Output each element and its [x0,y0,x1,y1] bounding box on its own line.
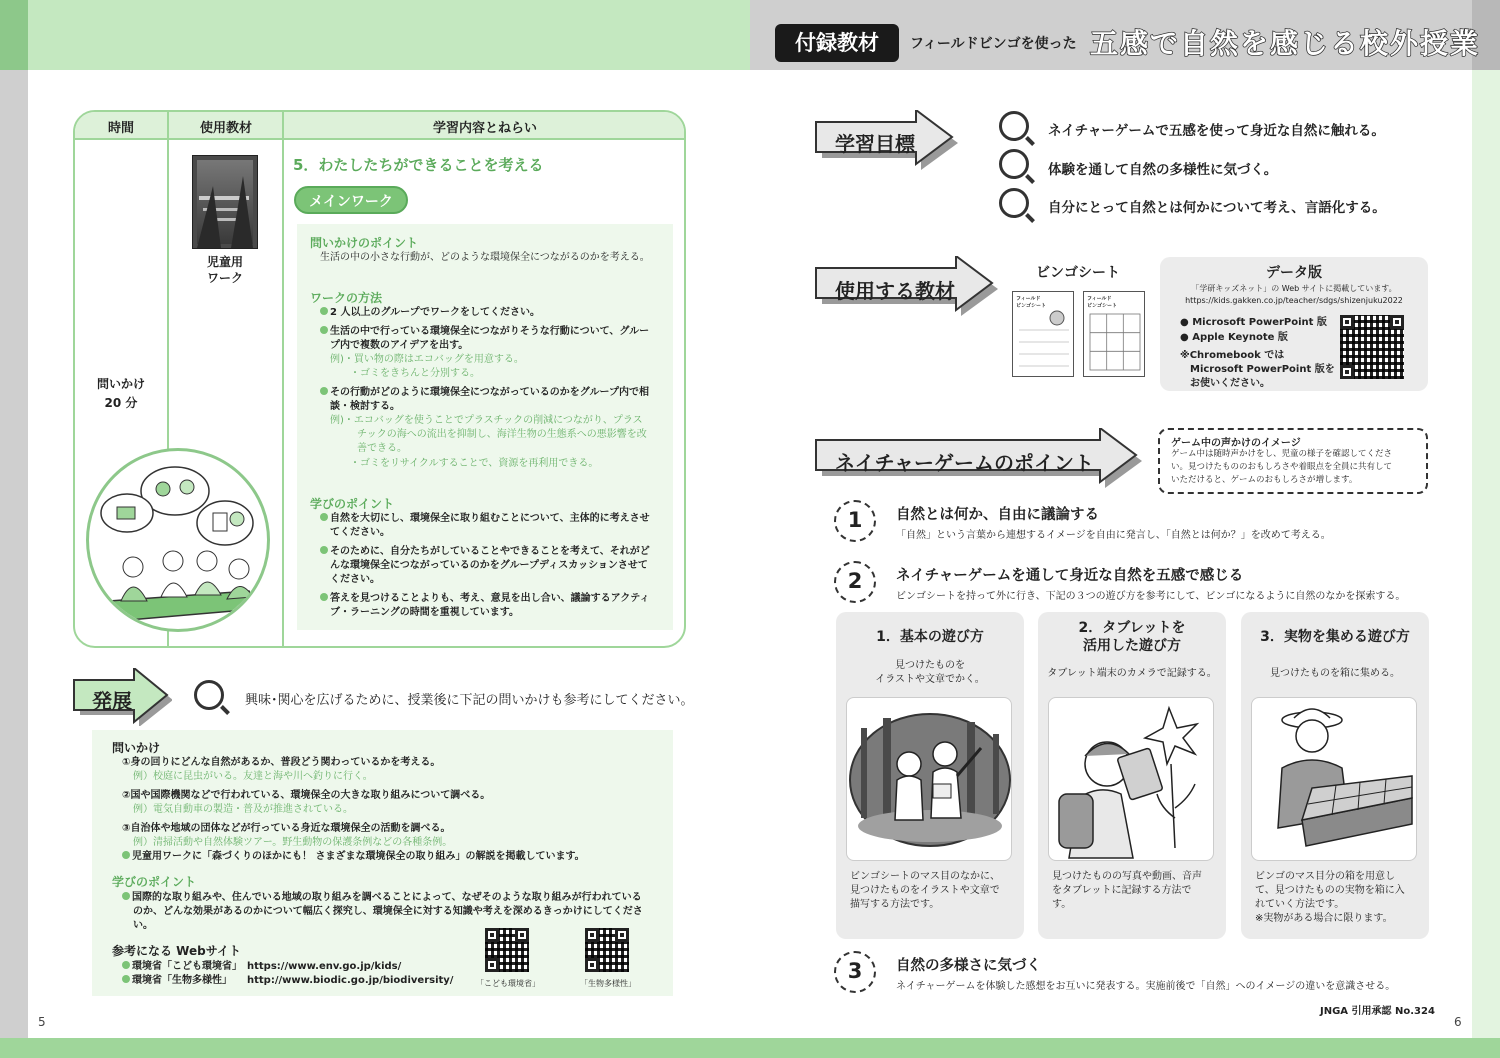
data-version-url[interactable]: https://kids.gakken.co.jp/teacher/sdgs/shizenjuku2022 [1185,296,1403,305]
data-version-title: データ版 [1266,265,1322,281]
collection-box-illustration [1251,697,1417,861]
voice-hint-text: いただけると、ゲームのおもしろさが増します。 [1171,475,1358,485]
method-item: 2 人以上のグループでワークをしてください。 [320,306,540,320]
learning-item-cont: んな環境保全につながっているのかをグループディスカッションさせて [330,560,648,571]
col-content: 学習内容とねらい [432,121,537,136]
card-footnote: ビンゴのマス目分の箱を用意し て、見つけたものの実物を箱に入 れていく方法です。 ※実物がある場合に限ります。 [1255,871,1405,924]
table-divider [282,112,284,646]
question-point-heading: 問いかけのポイント [310,236,419,250]
learning-item: 自然を大切にし、環境保全に取り組むことについて、主体的に考えさせ [320,512,650,526]
chromebook-note: ※Chromebook では [1180,350,1285,361]
time-label: 問いかけ [96,377,145,391]
point-number: 3 [834,951,876,993]
web-url-1[interactable]: https://www.env.go.jp/kids/ [247,961,402,972]
develop-question: ③自治体や地域の団体などが行っている身近な環境保全の活動を調べる。 [122,823,451,834]
page-number-left: 5 [38,1015,46,1029]
method-heading: ワークの方法 [310,291,383,305]
chromebook-note: お使いください。 [1190,378,1270,389]
point-number: 1 [834,500,876,542]
develop-label: 発展 [92,689,132,713]
develop-learning-heading: 学びのポイント [112,875,197,889]
goal-item: 自分にとって自然とは何かについて考え、言語化する。 [1048,200,1386,216]
develop-note: 児童用ワークに「森づくりのほかにも！ さまざまな環境保全の取り組み」の解説を掲載しています。 [122,850,585,864]
header-subtitle: フィールドビンゴを使った [910,36,1077,52]
appendix-tag: 付録教材 [775,24,899,62]
header-left-strip [0,0,28,70]
point-title: 自然とは何か、自由に議論する [896,507,1099,523]
point-desc: ネイチャーゲームを体験した感想をお互いに発表する。実施前後で「自然」へのイメージの違いを意識させる。 [896,981,1396,992]
method-item-cont: プ内で複数のアイデアを出す。 [330,340,469,351]
play-style-card [836,612,1024,939]
qr-label-kids: 「こども環境省」 [476,979,540,988]
data-version-note: 「学研キッズネット」の Web サイトに掲載しています。 [1191,284,1397,293]
web-heading: 参考になる Webサイト [112,944,241,958]
magnifier-icon [999,149,1029,179]
card-desc: 見つけたものを箱に集める。 [1270,668,1400,679]
forest-kids-illustration [846,697,1012,861]
develop-example: 例）清掃活動や自然体験ツアー。野生動物の保護条例などの各種条例。 [133,837,453,848]
develop-question: ①身の回りにどんな自然があるか、普段どう関わっているかを考える。 [122,757,441,768]
time-value: 20 分 [104,396,138,410]
qr-code-biodiversity[interactable] [585,928,629,972]
footer-band [0,1038,1500,1058]
develop-learning-text: 国際的な取り組みや、住んでいる地域の取り組みを調べることによって、なぜそのような取り組みが行われている [122,891,642,905]
method-item: その行動がどのように環境保全につながっているのかをグループ内で相 [320,386,649,400]
magnifier-icon [194,680,224,710]
bingo-sheet-preview: フィールド ビンゴシート [1012,291,1074,377]
develop-learning-cont: のか、どんな効果があるのかについて幅広く探究し、環境保全に対する知識や考えを深めるきっかけにしてくださ [133,906,643,917]
point-title: ネイチャーゲームを通して身近な自然を五感で感じる [896,568,1244,584]
point-title: 自然の多様さに気づく [896,958,1041,974]
format-powerpoint: ● Microsoft PowerPoint 版 [1180,317,1327,328]
card-desc: タブレット端末のカメラで記録する。 [1047,668,1217,679]
web-url-2[interactable]: http://www.biodic.go.jp/biodiversity/ [247,975,454,986]
method-example: チックの海への流出を抑制し、海洋生物の生態系への悪影響を改 [357,429,647,440]
develop-learning-cont: い。 [133,920,153,931]
method-example: 例)・買い物の際はエコバッグを用意する。 [330,354,524,365]
bingo-sheet-title: ビンゴシート [1036,265,1120,281]
card-title: 活用した遊び方 [1083,638,1181,654]
develop-example: 例）電気自動車の製造・普及が推進されている。 [133,804,353,815]
learning-item: そのために、自分たちがしていることやできることを考えて、それがど [320,545,650,559]
learning-item-cont: てください。 [330,527,390,538]
web-link-2: 環境省「生物多様性」 [122,974,232,988]
method-example: ・ゴミをリサイクルすることで、資源を再利用できる。 [350,458,599,469]
points-label: ネイチャーゲームのポイント [835,451,1094,475]
learning-item-cont: ブ・ラーニングの時間を重視しています。 [330,607,519,618]
page-title: 五感で自然を感じる校外授業 [1090,27,1481,60]
right-margin-strip [1472,70,1500,1038]
point-number: 2 [834,561,876,603]
develop-intro: 興味･関心を広げるために、授業後に下記の問いかけも参考にしてください。 [245,693,694,708]
material-label-2: ワーク [206,271,243,285]
goal-item: ネイチャーゲームで五感を使って身近な自然に触れる。 [1048,123,1385,139]
card-footnote: 見つけたものの写真や動画、音声 をタブレットに記録する方法で す。 [1052,871,1202,910]
learning-item: 答えを見つけることよりも、考え、意見を出し合い、議論するアクティ [320,592,650,606]
col-time: 時間 [107,121,134,136]
workbook-cover [192,155,258,249]
material-label-1: 児童用 [206,255,243,269]
format-keynote: ● Apple Keynote 版 [1180,332,1288,343]
develop-example: 例）校庭に昆虫がいる。友達と海や川へ釣りに行く。 [133,771,373,782]
qr-label-biodiversity: 「生物多様性」 [580,979,636,988]
voice-hint-heading: ゲーム中の声かけのイメージ [1171,438,1301,449]
point-desc: 「自然」という言葉から連想するイメージを自由に発言し、「自然とは何か？」を改めて考える。 [896,530,1331,541]
col-material: 使用教材 [199,121,252,136]
tablet-kid-illustration [1048,697,1214,861]
page-number-right: 6 [1454,1015,1462,1029]
card-footnote: ビンゴシートのマス目のなかに、 見つけたものをイラストや文章で 描写する方法です。 [850,871,1000,910]
qr-code-kids[interactable] [485,928,529,972]
method-item-cont: 談・検討する。 [330,401,400,412]
develop-question-heading: 問いかけ [112,741,161,755]
web-link-1: 環境省「こども環境省」 [122,960,242,974]
card-title: 3．実物を集める遊び方 [1260,629,1410,645]
point-desc: ビンゴシートを持って外に行き、下記の３つの遊び方を参考にして、ビンゴになるように自然のなかを探索する。 [896,591,1406,602]
method-example: ・ゴミをきちんと分別する。 [350,368,480,379]
develop-question: ②国や国際機関などで行われている、環境保全の大きな取り組みについて調べる。 [122,790,491,801]
goals-label: 学習目標 [835,132,915,156]
voice-hint-text: い。見つけたもののおもしろさや着眼点を全員に共有して [1171,462,1393,472]
qr-code-data[interactable] [1340,315,1404,379]
header-left-band [0,0,750,70]
main-work-badge: メインワーク [294,186,408,214]
question-point-body: 生活の中の小さな行動が、どのような環境保全につながるのかを考える。 [320,252,650,263]
voice-hint-text: ゲーム中は随時声かけをし、児童の様子を確認してくださ [1171,449,1393,459]
left-margin-strip [0,70,28,1038]
play-style-card [1038,612,1226,939]
goal-item: 体験を通して自然の多様性に気づく。 [1048,162,1278,178]
discussion-illustration [86,448,270,632]
section-title: 5．わたしたちができることを考える [293,156,544,174]
learning-point-heading: 学びのポイント [310,497,395,511]
materials-label: 使用する教材 [835,279,955,303]
learning-item-cont: ください。 [330,574,380,585]
chromebook-note: Microsoft PowerPoint 版を [1190,364,1335,375]
play-style-card [1241,612,1429,939]
magnifier-icon [999,111,1029,141]
magnifier-icon [999,188,1029,218]
method-example: 善できる。 [357,443,407,454]
card-title: 1．基本の遊び方 [876,629,984,645]
method-example: 例)・エコバッグを使うことでプラスチックの削減につながり、プラス [330,415,643,426]
credit-text: JNGA 引用承認 No.324 [1320,1006,1435,1017]
card-title: 2．タブレットを [1078,620,1186,636]
bingo-sheet-preview: フィールド ビンゴシート [1083,291,1145,377]
card-desc: 見つけたものを [895,660,965,671]
method-item: 生活の中で行っている環境保全につながりそうな行動について、グルー [320,325,649,339]
card-desc: イラストや文章でかく。 [875,674,985,685]
